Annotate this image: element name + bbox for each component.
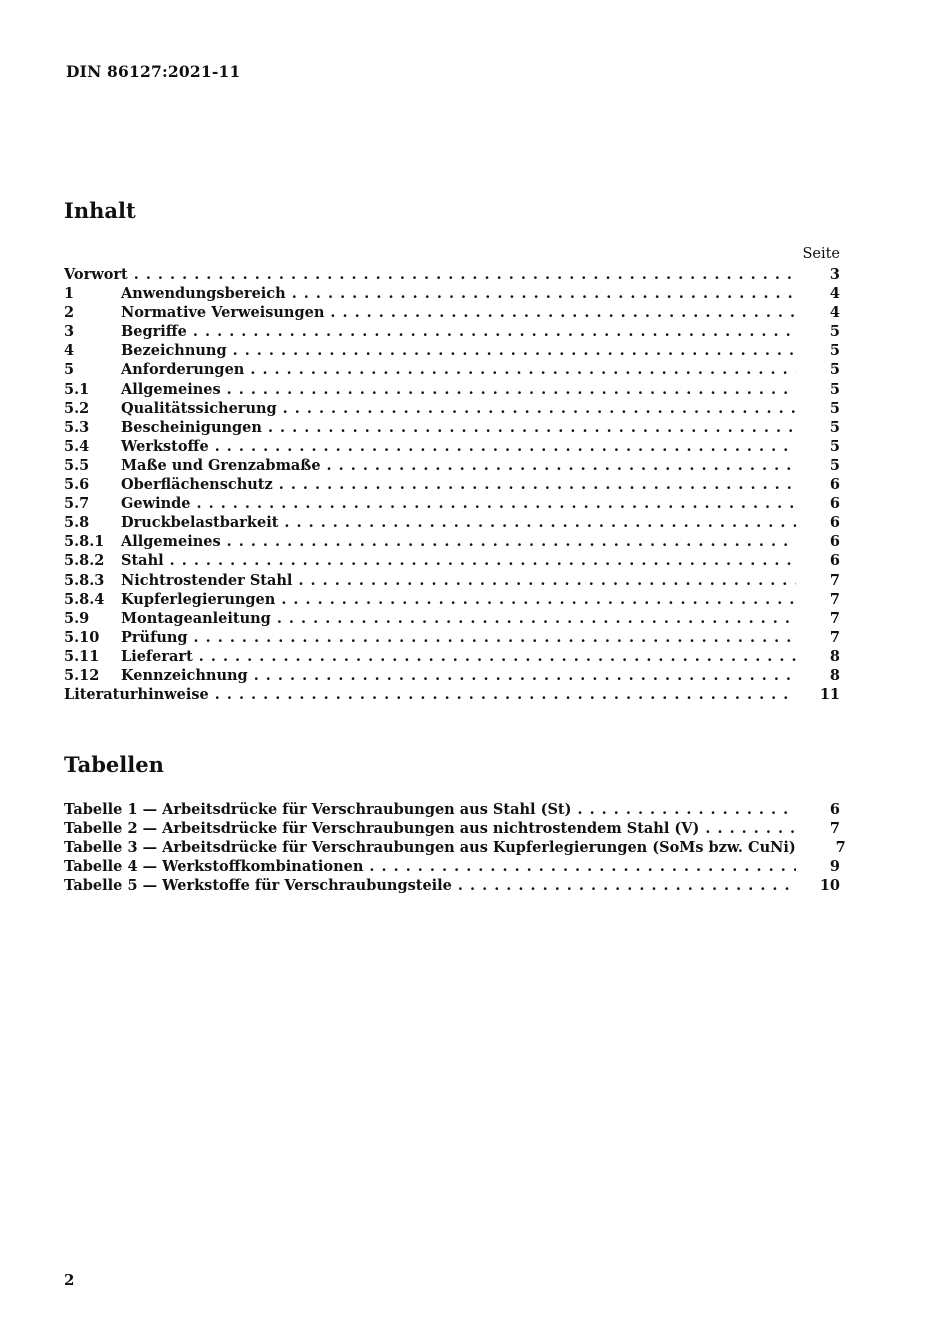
toc-entry[interactable]	[64, 494, 840, 513]
table-entry-title: Tabelle 1 — Arbeitsdrücke für Verschraubungen aus Stahl (St)	[64, 801, 572, 818]
toc-entry-title: Prüfung	[121, 628, 188, 646]
leader-dots	[277, 609, 796, 628]
toc-entry-page: 6	[829, 495, 840, 513]
contents-heading: Inhalt	[64, 198, 136, 223]
table-entry-page: 10	[819, 877, 840, 895]
toc-entry-page: 5	[829, 342, 840, 360]
leader-dots	[281, 590, 796, 609]
toc-entry-number: 5.8.1	[64, 533, 105, 551]
toc-entry[interactable]	[64, 437, 840, 456]
toc-entry-page: 8	[829, 666, 840, 684]
leader-dots	[215, 437, 796, 456]
leader-dots	[250, 360, 796, 379]
toc-entry-page: 7	[829, 609, 840, 627]
toc-entry-page: 5	[829, 399, 840, 417]
table-entry-page: 9	[829, 858, 840, 876]
toc-entry[interactable]	[64, 571, 840, 590]
toc-entry-title: Kennzeichnung	[121, 666, 248, 684]
tables-heading: Tabellen	[64, 752, 164, 777]
toc-entry-page: 5	[829, 323, 840, 341]
toc-entry-number: 5.4	[64, 437, 90, 455]
toc-entry-title: Allgemeines	[121, 380, 221, 398]
toc-entry[interactable]	[64, 322, 840, 341]
toc-entry-number: 5.6	[64, 476, 90, 494]
toc-entry-title: Kupferlegierungen	[121, 590, 276, 608]
toc-entry-title: Qualitätssicherung	[121, 399, 277, 417]
toc-entry-page: 8	[829, 647, 840, 665]
toc-entry-page: 7	[829, 571, 840, 589]
toc-entry-number: 5.11	[64, 647, 100, 665]
toc-entry[interactable]	[64, 284, 840, 303]
toc-entry[interactable]	[64, 475, 840, 494]
leader-dots	[194, 628, 796, 647]
table-list-entry[interactable]	[64, 838, 846, 857]
toc-entry[interactable]	[64, 341, 840, 360]
toc-entry-number: 5.1	[64, 380, 90, 398]
leader-dots	[254, 666, 796, 685]
toc-entry[interactable]	[64, 418, 840, 437]
toc-entry-page: 6	[829, 533, 840, 551]
leader-dots	[705, 819, 796, 838]
toc-entry-page: 7	[829, 590, 840, 608]
leader-dots	[283, 399, 796, 418]
leader-dots	[233, 341, 796, 360]
table-entry-title: Tabelle 3 — Arbeitsdrücke für Verschraubungen aus Kupferlegierungen (SoMs bzw. CuNi)	[64, 839, 796, 857]
toc-entry-title: Lieferart	[121, 647, 193, 665]
toc-entry[interactable]	[64, 666, 840, 685]
toc-entry-page: 5	[829, 418, 840, 436]
toc-entry-page: 5	[829, 456, 840, 474]
table-entry-title: Tabelle 2 — Arbeitsdrücke für Verschraubungen aus nichtrostendem Stahl (V)	[64, 820, 700, 838]
leader-dots	[284, 513, 796, 532]
toc-entry-page: 3	[829, 266, 840, 283]
table-list-entry[interactable]	[64, 819, 840, 838]
table-list-entry[interactable]	[64, 800, 840, 819]
toc-entry[interactable]	[64, 380, 840, 399]
toc-entry-number: 5.2	[64, 399, 90, 417]
toc-entry-number: 2	[64, 304, 75, 322]
toc-entry-number: 5.3	[64, 418, 90, 436]
leader-dots	[369, 857, 796, 876]
list-of-tables	[64, 800, 846, 895]
toc-entry-page: 6	[829, 552, 840, 570]
toc-entry-number: 5.9	[64, 609, 90, 627]
toc-entry[interactable]	[64, 360, 840, 379]
table-entry-page: 6	[829, 801, 840, 818]
toc-entry-number: 4	[64, 342, 75, 360]
page-number: 2	[64, 1271, 75, 1289]
toc-entry-title: Normative Verweisungen	[121, 304, 325, 322]
toc-entry-number: 5	[64, 361, 75, 379]
leader-dots	[199, 647, 796, 666]
toc-entry-page: 5	[829, 380, 840, 398]
toc-entry-title: Begriffe	[121, 323, 187, 341]
toc-entry-number: 5.12	[64, 666, 100, 684]
table-entry-page: 7	[835, 839, 846, 857]
toc-entry-title: Anwendungsbereich	[121, 285, 286, 303]
toc-entry-page: 6	[829, 476, 840, 494]
toc-entry-title: Vorwort	[64, 266, 128, 283]
toc-entry-number: 5.10	[64, 628, 100, 646]
leader-dots	[458, 876, 796, 895]
toc-entry[interactable]	[64, 647, 840, 666]
toc-entry-number: 1	[64, 285, 75, 303]
leader-dots	[215, 685, 796, 704]
toc-entry[interactable]	[64, 532, 840, 551]
toc-entry[interactable]	[64, 609, 840, 628]
toc-entry-page: 4	[829, 304, 840, 322]
table-entry-title: Tabelle 4 — Werkstoffkombinationen	[64, 858, 364, 876]
toc-entry-page: 4	[829, 285, 840, 303]
toc-entry[interactable]	[64, 513, 840, 532]
toc-entry-page: 5	[829, 361, 840, 379]
leader-dots	[577, 800, 796, 819]
toc-entry-title: Werkstoffe	[121, 437, 209, 455]
toc-entry-number: 5.7	[64, 495, 90, 513]
toc-entry-title: Druckbelastbarkeit	[121, 514, 279, 532]
toc-entry-title: Stahl	[121, 552, 164, 570]
toc-entry-title: Literaturhinweise	[64, 686, 209, 704]
leader-dots	[327, 456, 796, 475]
table-list-entry[interactable]	[64, 857, 840, 876]
toc-entry[interactable]	[64, 551, 840, 570]
toc-entry-page: 5	[829, 437, 840, 455]
leader-dots	[170, 551, 796, 570]
toc-entry-page: 6	[829, 514, 840, 532]
toc-entry-title: Allgemeines	[121, 533, 221, 551]
leader-dots	[268, 418, 796, 437]
leader-dots	[197, 494, 796, 513]
toc-entry-title: Bescheinigungen	[121, 418, 262, 436]
table-entry-page: 7	[829, 820, 840, 838]
table-of-contents	[64, 265, 840, 704]
toc-entry[interactable]	[64, 685, 840, 704]
toc-entry[interactable]	[64, 456, 840, 475]
leader-dots	[298, 571, 796, 590]
toc-entry-title: Maße und Grenzabmaße	[121, 456, 321, 474]
leader-dots	[279, 475, 796, 494]
page-column-label: Seite	[802, 246, 840, 262]
toc-entry[interactable]	[64, 590, 840, 609]
toc-entry-number: 5.8.4	[64, 590, 105, 608]
table-entry-title: Tabelle 5 — Werkstoffe für Verschraubungsteile	[64, 877, 452, 895]
leader-dots	[227, 532, 796, 551]
toc-entry-title: Nichtrostender Stahl	[121, 571, 293, 589]
toc-entry-title: Bezeichnung	[121, 342, 227, 360]
toc-entry-number: 5.8.2	[64, 552, 105, 570]
leader-dots	[227, 380, 796, 399]
toc-entry-number: 5.8.3	[64, 571, 105, 589]
leader-dots	[134, 265, 796, 284]
toc-entry-title: Gewinde	[121, 495, 191, 513]
toc-entry-title: Oberflächenschutz	[121, 476, 273, 494]
leader-dots	[292, 284, 796, 303]
toc-entry-number: 5.8	[64, 514, 90, 532]
document-id: DIN 86127:2021-11	[66, 62, 241, 81]
leader-dots	[193, 322, 796, 341]
toc-entry[interactable]	[64, 399, 840, 418]
toc-entry-number: 3	[64, 323, 75, 341]
toc-entry-title: Montageanleitung	[121, 609, 271, 627]
toc-entry[interactable]	[64, 303, 840, 322]
toc-entry-title: Anforderungen	[121, 361, 245, 379]
toc-entry[interactable]	[64, 628, 840, 647]
toc-entry-number: 5.5	[64, 456, 90, 474]
leader-dots	[330, 303, 796, 322]
toc-entry-page: 11	[819, 686, 840, 704]
toc-entry[interactable]	[64, 265, 840, 284]
table-list-entry[interactable]	[64, 876, 840, 895]
toc-entry-page: 7	[829, 628, 840, 646]
